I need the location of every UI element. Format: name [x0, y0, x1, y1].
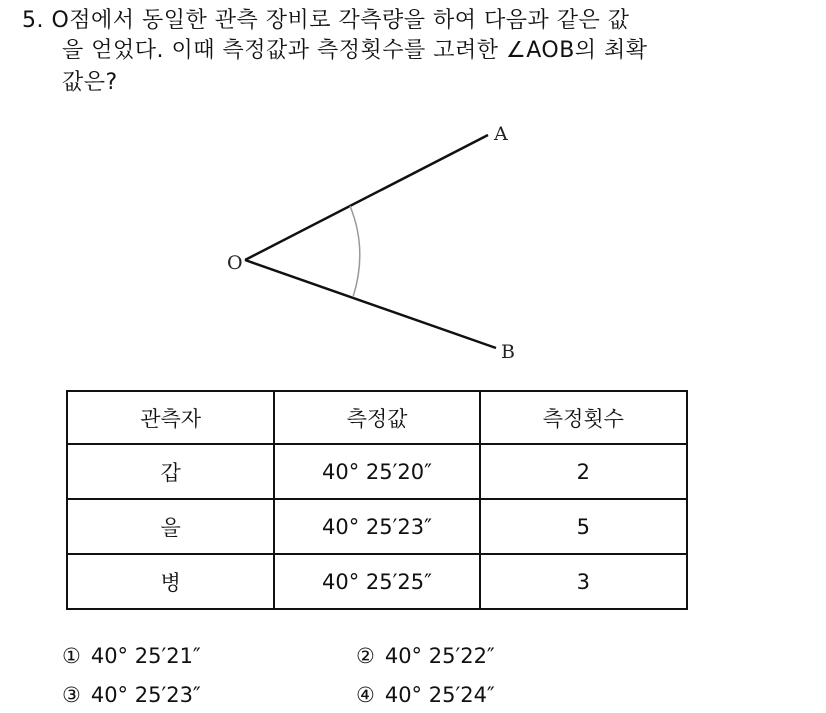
- question-line-2: 을 얻었다. 이때 측정값과 측정횟수를 고려한 ∠AOB의 최확: [62, 38, 648, 63]
- option-number: ④: [356, 683, 375, 707]
- count-cell: 3: [480, 554, 687, 609]
- table-row: [67, 444, 687, 499]
- option-number: ③: [62, 683, 81, 707]
- question-line-1: 5. O점에서 동일한 관측 장비로 각측량을 하여 다음과 같은 값: [22, 8, 630, 33]
- point-a-label: A: [494, 123, 508, 145]
- option-4[interactable]: [356, 683, 495, 707]
- count-cell: 5: [480, 499, 687, 554]
- header-observer: 관측자: [67, 391, 274, 444]
- option-text: 40° 25′24″: [384, 683, 495, 707]
- value-cell: 40° 25′25″: [274, 554, 479, 609]
- angle-diagram: [200, 110, 540, 370]
- ray-oa: [245, 135, 488, 260]
- value-cell: 40° 25′23″: [274, 499, 479, 554]
- table-row: [67, 499, 687, 554]
- angle-arc: [350, 206, 360, 297]
- value-cell: 40° 25′20″: [274, 444, 479, 499]
- option-3[interactable]: [62, 683, 201, 707]
- ray-ob: [245, 260, 496, 348]
- observer-cell: 갑: [67, 444, 274, 499]
- table-header-row: [67, 391, 687, 444]
- option-1[interactable]: [62, 644, 201, 668]
- option-number: ①: [62, 644, 81, 668]
- count-cell: 2: [480, 444, 687, 499]
- measurement-table: [66, 390, 688, 610]
- option-text: 40° 25′22″: [384, 644, 495, 668]
- point-o-label: O: [227, 252, 243, 274]
- header-measured-value: 측정값: [274, 391, 479, 444]
- option-text: 40° 25′21″: [90, 644, 201, 668]
- observer-cell: 을: [67, 499, 274, 554]
- option-text: 40° 25′23″: [90, 683, 201, 707]
- option-number: ②: [356, 644, 375, 668]
- observer-cell: 병: [67, 554, 274, 609]
- header-measurement-count: 측정횟수: [480, 391, 687, 444]
- option-2[interactable]: [356, 644, 495, 668]
- table-row: [67, 554, 687, 609]
- point-b-label: B: [501, 341, 515, 363]
- question-line-3: 값은?: [62, 70, 118, 95]
